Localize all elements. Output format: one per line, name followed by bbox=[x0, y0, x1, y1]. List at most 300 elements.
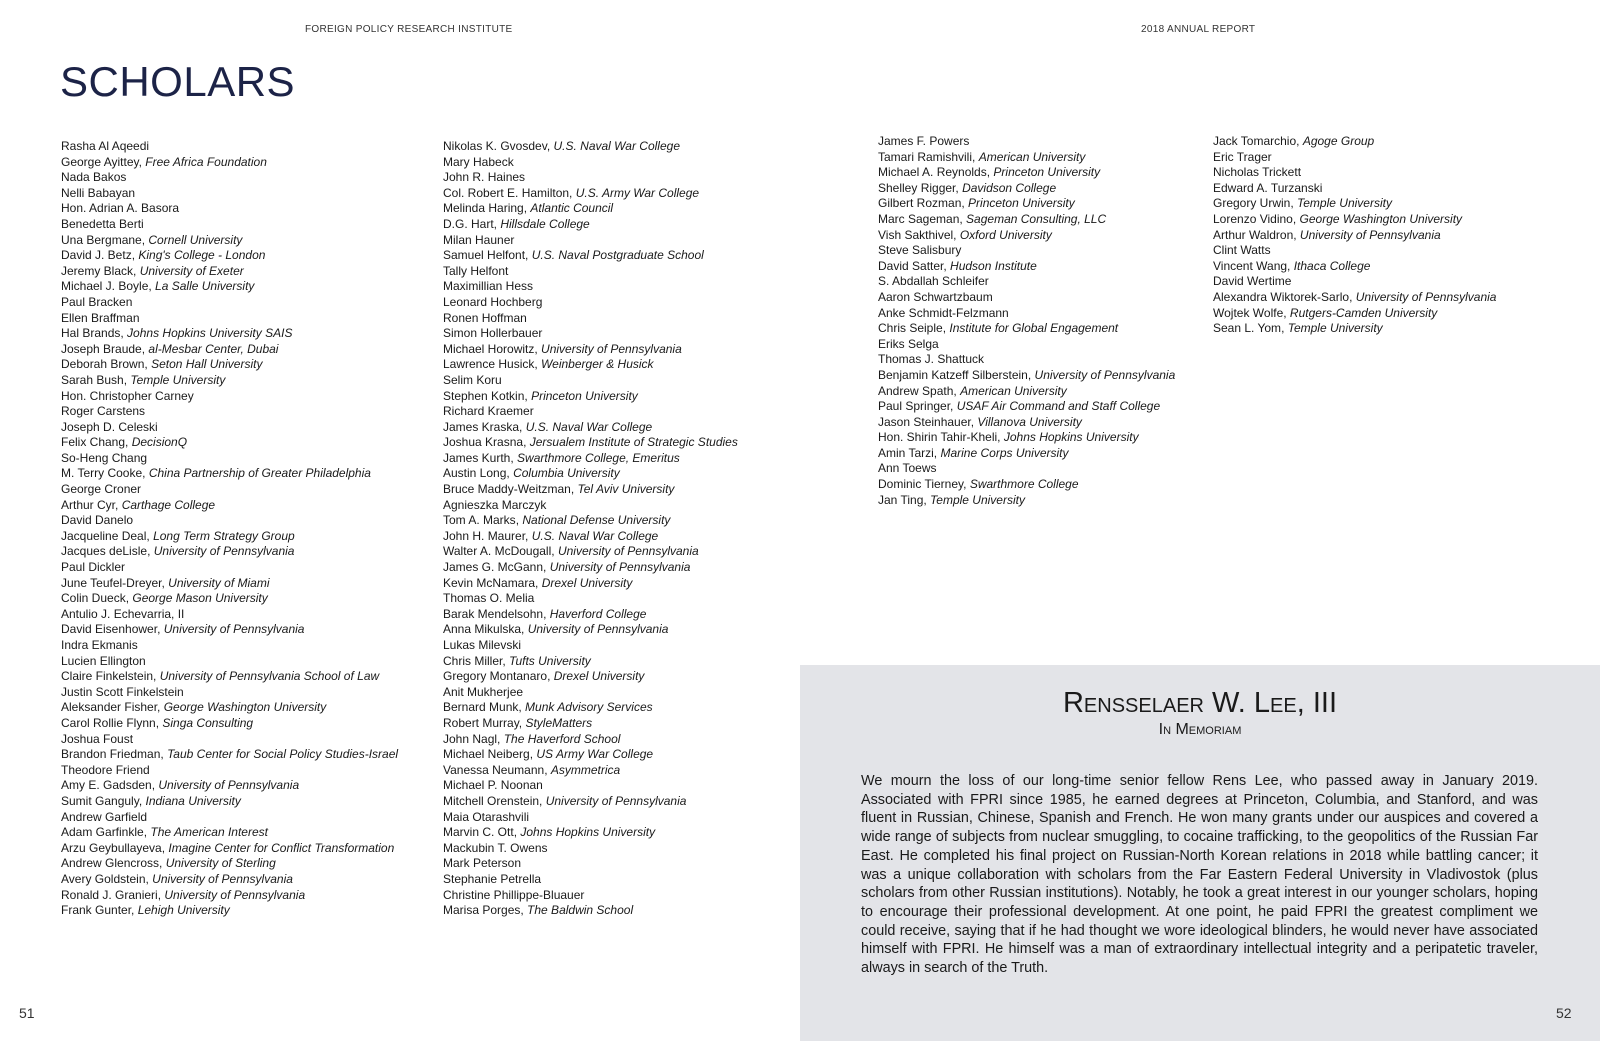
scholar-affiliation: Temple University bbox=[130, 372, 226, 387]
scholar-name: Leonard Hochberg bbox=[443, 294, 543, 309]
scholar-entry: Andrew Spath, American University bbox=[878, 383, 1067, 398]
scholar-name: Paul Bracken bbox=[61, 294, 133, 309]
scholar-name: David Eisenhower bbox=[61, 622, 158, 637]
scholar-affiliation: US Army War College bbox=[536, 747, 654, 762]
scholar-entry bbox=[878, 337, 1175, 353]
scholar-entry: Jacques deLisle, University of Pennsylvania bbox=[61, 544, 295, 559]
scholar-name: John H. Maurer bbox=[443, 528, 526, 543]
scholar-affiliation: Villanova University bbox=[977, 414, 1082, 429]
scholar-name: Paul Springer bbox=[878, 399, 951, 414]
scholar-name: James F. Powers bbox=[878, 134, 970, 148]
scholar-affiliation: National Defense University bbox=[522, 513, 671, 528]
scholar-affiliation: University of Sterling bbox=[165, 856, 276, 871]
scholar-name: Amy E. Gadsden bbox=[61, 778, 152, 793]
scholars-column-1 bbox=[61, 139, 398, 919]
scholar-entry bbox=[1213, 243, 1496, 259]
scholar-entry bbox=[878, 290, 1175, 306]
scholar-affiliation: Atlantic Council bbox=[530, 201, 614, 216]
scholar-entry bbox=[61, 201, 398, 217]
scholar-affiliation: U.S. Naval War College bbox=[525, 419, 653, 434]
scholar-name: George Croner bbox=[61, 482, 142, 497]
scholar-affiliation: Marine Corps University bbox=[940, 445, 1069, 460]
scholar-entry: John Nagl, The Haverford School bbox=[443, 731, 621, 746]
scholar-affiliation: Oxford University bbox=[959, 227, 1052, 242]
scholar-name: Alexandra Wiktorek-Sarlo bbox=[1213, 289, 1350, 304]
scholar-affiliation: Seton Hall University bbox=[151, 357, 263, 372]
scholar-name: Ellen Braffman bbox=[61, 310, 140, 325]
scholar-entry: Gregory Urwin, Temple University bbox=[1213, 196, 1392, 211]
scholar-entry: Andrew Glencross, University of Sterling bbox=[61, 856, 276, 871]
scholar-affiliation: U.S. Army War College bbox=[575, 185, 700, 200]
scholar-name: Gregory Urwin bbox=[1213, 196, 1291, 211]
scholar-name: Benjamin Katzeff Silberstein bbox=[878, 367, 1028, 382]
scholar-name: Joshua Foust bbox=[61, 731, 134, 746]
scholar-name: Joseph D. Celeski bbox=[61, 419, 158, 434]
scholar-affiliation: Munk Advisory Services bbox=[525, 700, 653, 715]
scholar-entry bbox=[443, 326, 738, 342]
scholar-entry bbox=[443, 498, 738, 514]
scholar-name: Sumit Ganguly bbox=[61, 793, 139, 808]
scholar-name: Maximillian Hess bbox=[443, 279, 534, 294]
scholar-entry: Nikolas K. Gvosdev, U.S. Naval War College bbox=[443, 139, 680, 153]
scholar-affiliation: University of Exeter bbox=[139, 263, 244, 278]
scholar-name: Sean L. Yom bbox=[1213, 321, 1282, 336]
scholar-name: Michael A. Reynolds bbox=[878, 165, 987, 180]
scholar-entry: Hon. Shirin Tahir-Kheli, Johns Hopkins University bbox=[878, 430, 1139, 445]
scholar-affiliation: University of Pennsylvania bbox=[158, 778, 300, 793]
scholar-affiliation: China Partnership of Greater Philadelphia bbox=[148, 466, 371, 481]
scholar-affiliation: American University bbox=[960, 383, 1067, 398]
scholar-name: Eriks Selga bbox=[878, 336, 939, 351]
scholar-entry bbox=[1213, 150, 1496, 166]
scholar-entry: Austin Long, Columbia University bbox=[443, 466, 620, 481]
scholar-entry: Jeremy Black, University of Exeter bbox=[61, 263, 244, 278]
scholar-name: Michael Neiberg bbox=[443, 747, 530, 762]
scholar-name: D.G. Hart bbox=[443, 216, 494, 231]
scholar-entry bbox=[443, 155, 738, 171]
scholar-entry: Chris Miller, Tufts University bbox=[443, 653, 591, 668]
scholar-affiliation: Imagine Center for Conflict Transformation bbox=[168, 840, 395, 855]
scholar-name: Selim Koru bbox=[443, 372, 502, 387]
scholar-affiliation: University of Miami bbox=[168, 575, 270, 590]
scholar-affiliation: U.S. Naval War College bbox=[553, 139, 680, 153]
scholar-name: Nada Bakos bbox=[61, 170, 127, 185]
scholar-entry: Wojtek Wolfe, Rutgers-Camden University bbox=[1213, 305, 1438, 320]
scholar-affiliation: La Salle University bbox=[155, 279, 255, 294]
scholar-entry bbox=[61, 654, 398, 670]
scholar-entry: Tamari Ramishvili, American University bbox=[878, 149, 1086, 164]
scholar-entry: Hal Brands, Johns Hopkins University SAIS bbox=[61, 326, 293, 341]
scholar-name: James Kraska bbox=[443, 419, 520, 434]
scholar-name: Bernard Munk bbox=[443, 700, 519, 715]
scholar-affiliation: George Washington University bbox=[1299, 211, 1463, 226]
scholar-name: Vincent Wang bbox=[1213, 258, 1288, 273]
scholar-affiliation: Sageman Consulting, LLC bbox=[966, 211, 1107, 226]
scholar-name: Ann Toews bbox=[878, 461, 937, 476]
scholar-affiliation: George Washington University bbox=[163, 700, 327, 715]
scholar-name: Michael Horowitz bbox=[443, 341, 535, 356]
scholar-entry: George Ayittey, Free Africa Foundation bbox=[61, 154, 267, 169]
scholar-name: Barak Mendelsohn bbox=[443, 606, 544, 621]
scholar-name: Edward A. Turzanski bbox=[1213, 180, 1323, 195]
scholar-entry: Arthur Waldron, University of Pennsylvania bbox=[1213, 227, 1441, 242]
scholar-entry bbox=[878, 352, 1175, 368]
scholar-entry bbox=[443, 591, 738, 607]
scholar-affiliation: The Haverford School bbox=[503, 731, 621, 746]
scholar-name: James Kurth bbox=[443, 450, 511, 465]
scholar-name: Theodore Friend bbox=[61, 762, 150, 777]
scholar-affiliation: Weinberger & Husick bbox=[541, 357, 654, 372]
scholar-affiliation: Indiana University bbox=[145, 793, 241, 808]
scholar-name: Hon. Christopher Carney bbox=[61, 388, 194, 403]
scholar-affiliation: The American Interest bbox=[150, 825, 268, 840]
scholar-name: Shelley Rigger bbox=[878, 180, 956, 195]
scholar-name: Amin Tarzi bbox=[878, 445, 934, 460]
scholar-name: Thomas O. Melia bbox=[443, 591, 535, 606]
scholar-affiliation: University of Pennsylvania bbox=[527, 622, 669, 637]
scholar-entry bbox=[61, 638, 398, 654]
scholar-affiliation: Johns Hopkins University bbox=[520, 825, 656, 840]
scholar-name: Jack Tomarchio bbox=[1213, 134, 1297, 148]
scholar-entry bbox=[61, 389, 398, 405]
scholar-name: Una Bergmane bbox=[61, 232, 142, 247]
scholar-name: Antulio J. Echevarria, II bbox=[61, 606, 185, 621]
scholar-affiliation: Princeton University bbox=[531, 388, 638, 403]
scholar-affiliation: U.S. Naval War College bbox=[531, 528, 659, 543]
scholar-entry: Ronald J. Granieri, University of Pennsylvania bbox=[61, 887, 306, 902]
scholar-affiliation: University of Pennsylvania bbox=[152, 871, 293, 886]
scholar-name: Paul Dickler bbox=[61, 560, 126, 575]
scholar-entry: Jacqueline Deal, Long Term Strategy Group bbox=[61, 528, 295, 543]
scholar-entry bbox=[61, 763, 398, 779]
scholar-affiliation: University of Pennsylvania bbox=[1299, 227, 1441, 242]
scholar-name: Austin Long bbox=[443, 466, 507, 481]
scholar-entry bbox=[61, 513, 398, 529]
scholar-entry: Arthur Cyr, Carthage College bbox=[61, 497, 216, 512]
scholar-entry bbox=[1213, 274, 1496, 290]
scholar-entry: Adam Garfinkle, The American Interest bbox=[61, 825, 268, 840]
scholar-entry: Michael Neiberg, US Army War College bbox=[443, 747, 654, 762]
scholar-name: S. Abdallah Schleifer bbox=[878, 274, 989, 289]
scholar-name: Stephanie Petrella bbox=[443, 871, 542, 886]
scholar-entry bbox=[443, 685, 738, 701]
scholar-entry: Sarah Bush, Temple University bbox=[61, 372, 226, 387]
scholar-entry bbox=[878, 274, 1175, 290]
scholar-entry: Mitchell Orenstein, University of Pennsylvania bbox=[443, 793, 687, 808]
scholar-name: George Ayittey bbox=[61, 154, 139, 169]
scholar-affiliation: Columbia University bbox=[513, 466, 620, 481]
scholar-name: Nikolas K. Gvosdev bbox=[443, 139, 547, 153]
scholar-name: Wojtek Wolfe bbox=[1213, 305, 1284, 320]
scholar-affiliation: King's College - London bbox=[138, 248, 266, 263]
scholar-name: Maia Otarashvili bbox=[443, 809, 530, 824]
scholar-name: Tom A. Marks bbox=[443, 513, 516, 528]
scholar-name: Hon. Adrian A. Basora bbox=[61, 201, 180, 216]
scholar-entry: M. Terry Cooke, China Partnership of Greater Philadelphia bbox=[61, 466, 371, 481]
scholar-affiliation: Hillsdale College bbox=[500, 216, 590, 231]
scholar-name: Col. Robert E. Hamilton bbox=[443, 185, 570, 200]
scholar-name: Clint Watts bbox=[1213, 243, 1271, 258]
scholar-name: Agnieszka Marczyk bbox=[443, 497, 547, 512]
scholar-name: Jason Steinhauer bbox=[878, 414, 971, 429]
scholar-name: Jacques deLisle bbox=[61, 544, 148, 559]
scholar-affiliation: USAF Air Command and Staff College bbox=[956, 399, 1161, 414]
scholar-entry: Marvin C. Ott, Johns Hopkins University bbox=[443, 825, 656, 840]
scholar-affiliation: Princeton University bbox=[993, 165, 1101, 180]
scholar-name: Arzu Geybullayeva bbox=[61, 840, 162, 855]
scholar-entry: Frank Gunter, Lehigh University bbox=[61, 903, 230, 918]
scholar-entry bbox=[443, 841, 738, 857]
scholar-entry: Shelley Rigger, Davidson College bbox=[878, 180, 1057, 195]
scholar-entry bbox=[61, 311, 398, 327]
scholar-entry bbox=[61, 810, 398, 826]
scholar-affiliation: University of Pennsylvania bbox=[1355, 289, 1497, 304]
scholar-affiliation: Asymmetrica bbox=[550, 762, 621, 777]
scholar-entry bbox=[443, 295, 738, 311]
scholar-affiliation: DecisionQ bbox=[131, 435, 188, 450]
scholar-name: Mary Habeck bbox=[443, 154, 514, 169]
scholar-name: Joseph Braude bbox=[61, 341, 142, 356]
scholar-name: Nelli Babayan bbox=[61, 185, 136, 200]
scholar-entry bbox=[878, 243, 1175, 259]
scholar-entry bbox=[443, 264, 738, 280]
scholar-name: Walter A. McDougall bbox=[443, 544, 552, 559]
scholar-entry: Colin Dueck, George Mason University bbox=[61, 591, 268, 606]
scholar-affiliation: Institute for Global Engagement bbox=[949, 321, 1119, 336]
scholar-name: Jan Ting bbox=[878, 492, 924, 507]
scholar-entry: Col. Robert E. Hamilton, U.S. Army War College bbox=[443, 185, 700, 200]
scholar-affiliation: University of Pennsylvania bbox=[164, 887, 306, 902]
scholar-entry: David Satter, Hudson Institute bbox=[878, 258, 1037, 273]
scholar-name: Nicholas Trickett bbox=[1213, 165, 1302, 180]
scholar-affiliation: Lehigh University bbox=[137, 903, 230, 918]
scholar-affiliation: U.S. Naval Postgraduate School bbox=[531, 248, 704, 263]
scholar-entry: June Teufel-Dreyer, University of Miami bbox=[61, 575, 270, 590]
scholar-entry bbox=[61, 560, 398, 576]
scholar-name: Justin Scott Finkelstein bbox=[61, 684, 184, 699]
scholar-name: Steve Salisbury bbox=[878, 243, 962, 258]
scholar-name: David J. Betz bbox=[61, 248, 132, 263]
scholar-entry bbox=[1213, 181, 1496, 197]
scholar-name: Eric Trager bbox=[1213, 149, 1272, 164]
scholar-name: Gilbert Rozman bbox=[878, 196, 962, 211]
scholar-entry: James G. McGann, University of Pennsylvania bbox=[443, 560, 691, 575]
scholar-entry: David J. Betz, King's College - London bbox=[61, 248, 266, 263]
scholar-entry: D.G. Hart, Hillsdale College bbox=[443, 216, 590, 231]
scholar-name: Brandon Friedman bbox=[61, 747, 161, 762]
scholar-entry: Benjamin Katzeff Silberstein, University of Pennsylvania bbox=[878, 367, 1176, 382]
scholar-name: Marvin C. Ott bbox=[443, 825, 514, 840]
page-number-right: 52 bbox=[1556, 1005, 1572, 1021]
scholar-name: James G. McGann bbox=[443, 560, 544, 575]
scholar-name: Ronald J. Granieri bbox=[61, 887, 158, 902]
scholar-name: Ronen Hoffman bbox=[443, 310, 527, 325]
scholar-name: Michael P. Noonan bbox=[443, 778, 543, 793]
scholar-name: Dominic Tierney bbox=[878, 477, 964, 492]
scholar-name: Mitchell Orenstein bbox=[443, 793, 540, 808]
scholar-affiliation: The Baldwin School bbox=[527, 903, 634, 918]
scholar-entry: Melinda Haring, Atlantic Council bbox=[443, 201, 614, 216]
memoriam-panel bbox=[800, 665, 1600, 1041]
scholar-affiliation: Davidson College bbox=[962, 180, 1057, 195]
scholar-entry: Marisa Porges, The Baldwin School bbox=[443, 903, 634, 918]
scholar-entry: Joseph Braude, al-Mesbar Center, Dubai bbox=[61, 341, 279, 356]
scholar-entry bbox=[443, 638, 738, 654]
scholar-entry: Anna Mikulska, University of Pennsylvania bbox=[443, 622, 669, 637]
scholar-name: Avery Goldstein bbox=[61, 871, 146, 886]
scholar-name: Aleksander Fisher bbox=[61, 700, 158, 715]
scholar-affiliation: George Mason University bbox=[132, 591, 268, 606]
scholar-entry: Amy E. Gadsden, University of Pennsylvania bbox=[61, 778, 300, 793]
scholar-entry bbox=[878, 134, 1175, 150]
scholar-entry bbox=[443, 888, 738, 904]
scholar-entry bbox=[61, 404, 398, 420]
scholar-affiliation: Long Term Strategy Group bbox=[153, 528, 295, 543]
scholar-entry: Bernard Munk, Munk Advisory Services bbox=[443, 700, 653, 715]
scholar-entry: Bruce Maddy-Weitzman, Tel Aviv University bbox=[443, 482, 675, 497]
scholar-affiliation: Swarthmore College bbox=[969, 477, 1079, 492]
scholar-name: June Teufel-Dreyer bbox=[61, 575, 162, 590]
scholar-affiliation: University of Pennsylvania bbox=[545, 793, 687, 808]
scholar-entry: Vanessa Neumann, Asymmetrica bbox=[443, 762, 621, 777]
scholar-affiliation: Rutgers-Camden University bbox=[1289, 305, 1438, 320]
header-institute: FOREIGN POLICY RESEARCH INSTITUTE bbox=[305, 24, 513, 35]
scholar-entry bbox=[61, 295, 398, 311]
scholar-affiliation: Carthage College bbox=[121, 497, 216, 512]
scholar-affiliation: Tel Aviv University bbox=[577, 482, 675, 497]
scholar-entry: Marc Sageman, Sageman Consulting, LLC bbox=[878, 211, 1107, 226]
scholar-affiliation: University of Pennsylvania bbox=[163, 622, 305, 637]
scholar-name: John R. Haines bbox=[443, 170, 526, 185]
memoriam-text: We mourn the loss of our long-time senior fellow Rens Lee, who passed away in January 2019. Associated with FPRI since 1985, he earned degrees at Princeton, Columbia, and Stanford, and was fluent in Russian, Chinese, Spanish and French. He won many grants under our auspices and covered a wide range of subjects from nuclear smuggling, to cocaine trafficking, to the geopolitics of the Russian Far East. He completed his final project on Russian-North Korean relations in 2018 while battling cancer; it was a unique collaboration with scholars from the Far Eastern Federal University in Vladivostok (plus scholars from other Russian institutions). Notably, he took a great interest in our younger scholars, hoping to encourage their professional development. At one point, he paid FPRI the greatest compliment we could receive, saying that if he had thought we wore ideological blinders, he would never have associated himself with FPRI. He himself was a man of extraordinary intellectual integrity and a peripatetic traveler, always in search of the Truth. bbox=[861, 773, 1538, 977]
scholar-entry: James Kraska, U.S. Naval War College bbox=[443, 419, 653, 434]
scholar-affiliation: American University bbox=[978, 149, 1086, 164]
scholar-entry: Gilbert Rozman, Princeton University bbox=[878, 196, 1075, 211]
scholars-column-2 bbox=[443, 139, 738, 919]
scholar-entry: Carol Rollie Flynn, Singa Consulting bbox=[61, 715, 254, 730]
scholar-name: Frank Gunter bbox=[61, 903, 132, 918]
scholar-entry: Gregory Montanaro, Drexel University bbox=[443, 669, 645, 684]
scholar-affiliation: Taub Center for Social Policy Studies-Israel bbox=[167, 747, 399, 762]
scholar-name: Milan Hauner bbox=[443, 232, 515, 247]
scholar-entry bbox=[61, 186, 398, 202]
scholar-entry: Michael Horowitz, University of Pennsylvania bbox=[443, 341, 682, 356]
scholar-affiliation: University of Pennsylvania bbox=[1034, 367, 1176, 382]
scholar-affiliation: Jersualem Institute of Strategic Studies bbox=[529, 435, 738, 450]
scholars-column-3 bbox=[878, 134, 1175, 508]
scholar-affiliation: Ithaca College bbox=[1293, 258, 1371, 273]
scholar-entry bbox=[443, 373, 738, 389]
scholar-name: Felix Chang bbox=[61, 435, 126, 450]
memoriam-subtitle: In Memoriam bbox=[1158, 721, 1242, 738]
scholar-affiliation: al-Mesbar Center, Dubai bbox=[148, 341, 279, 356]
scholar-entry bbox=[443, 233, 738, 249]
scholar-entry bbox=[878, 461, 1175, 477]
scholar-entry: Jack Tomarchio, Agoge Group bbox=[1213, 134, 1375, 148]
scholar-name: Chris Seiple bbox=[878, 321, 943, 336]
scholar-entry: Sean L. Yom, Temple University bbox=[1213, 321, 1383, 336]
scholar-name: Tamari Ramishvili bbox=[878, 149, 973, 164]
scholar-name: Chris Miller bbox=[443, 653, 503, 668]
scholar-name: Mark Peterson bbox=[443, 856, 522, 871]
scholar-entry: Deborah Brown, Seton Hall University bbox=[61, 357, 263, 372]
scholar-name: Tally Helfont bbox=[443, 263, 509, 278]
scholar-entry bbox=[443, 279, 738, 295]
scholar-entry: James Kurth, Swarthmore College, Emeritus bbox=[443, 450, 680, 465]
scholar-entry: Sumit Ganguly, Indiana University bbox=[61, 793, 241, 808]
header-report: 2018 ANNUAL REPORT bbox=[1141, 24, 1256, 35]
scholar-name: Hon. Shirin Tahir-Kheli bbox=[878, 430, 998, 445]
scholar-name: Claire Finkelstein bbox=[61, 669, 154, 684]
scholar-entry bbox=[443, 404, 738, 420]
scholar-name: Marc Sageman bbox=[878, 211, 960, 226]
scholar-name: Joshua Krasna bbox=[443, 435, 524, 450]
scholar-affiliation: Hudson Institute bbox=[950, 258, 1037, 273]
scholar-entry: Michael A. Reynolds, Princeton University bbox=[878, 165, 1101, 180]
scholar-entry: Brandon Friedman, Taub Center for Social Policy Studies-Israel bbox=[61, 747, 399, 762]
scholar-entry: Samuel Helfont, U.S. Naval Postgraduate School bbox=[443, 248, 704, 263]
scholar-entry: Felix Chang, DecisionQ bbox=[61, 435, 188, 450]
scholar-name: David Satter bbox=[878, 258, 944, 273]
scholar-entry bbox=[443, 856, 738, 872]
scholar-name: Anke Schmidt-Felzmann bbox=[878, 305, 1009, 320]
scholar-name: Jacqueline Deal bbox=[61, 528, 147, 543]
scholar-entry bbox=[61, 139, 398, 155]
scholar-name: Robert Murray bbox=[443, 715, 519, 730]
scholar-entry bbox=[443, 170, 738, 186]
scholar-affiliation: Haverford College bbox=[549, 606, 647, 621]
scholar-entry: Lawrence Husick, Weinberger & Husick bbox=[443, 357, 654, 372]
scholar-name: Aaron Schwartzbaum bbox=[878, 289, 993, 304]
scholar-entry: Barak Mendelsohn, Haverford College bbox=[443, 606, 647, 621]
scholar-entry: Joshua Krasna, Jersualem Institute of Strategic Studies bbox=[443, 435, 738, 450]
scholar-entry bbox=[61, 420, 398, 436]
scholar-entry: Michael J. Boyle, La Salle University bbox=[61, 279, 255, 294]
scholar-entry: Aleksander Fisher, George Washington University bbox=[61, 700, 327, 715]
scholar-name: Anna Mikulska bbox=[443, 622, 522, 637]
scholar-name: Arthur Cyr bbox=[61, 497, 116, 512]
scholar-entry: Claire Finkelstein, University of Pennsylvania School of Law bbox=[61, 669, 380, 684]
scholar-affiliation: Temple University bbox=[930, 492, 1025, 507]
scholar-entry: Alexandra Wiktorek-Sarlo, University of Pennsylvania bbox=[1213, 289, 1497, 304]
scholar-entry bbox=[61, 217, 398, 233]
scholar-name: Melinda Haring bbox=[443, 201, 524, 216]
scholar-entry: David Eisenhower, University of Pennsylvania bbox=[61, 622, 305, 637]
scholar-affiliation: Tufts University bbox=[509, 653, 591, 668]
scholar-entry: Jan Ting, Temple University bbox=[878, 492, 1025, 507]
scholar-name: Michael J. Boyle bbox=[61, 279, 149, 294]
scholar-entry bbox=[878, 306, 1175, 322]
scholar-name: Carol Rollie Flynn bbox=[61, 715, 156, 730]
scholar-name: John Nagl bbox=[443, 731, 498, 746]
scholar-name: Lawrence Husick bbox=[443, 357, 535, 372]
scholar-name: Andrew Glencross bbox=[61, 856, 160, 871]
scholar-name: Marisa Porges bbox=[443, 903, 521, 918]
scholar-entry bbox=[61, 170, 398, 186]
scholar-affiliation: Princeton University bbox=[968, 196, 1075, 211]
scholar-entry: Vish Sakthivel, Oxford University bbox=[878, 227, 1052, 242]
scholar-name: Christine Phillippe-Bluauer bbox=[443, 887, 585, 902]
scholar-affiliation: StyleMatters bbox=[525, 715, 593, 730]
scholar-name: David Wertime bbox=[1213, 274, 1292, 289]
scholar-entry: Chris Seiple, Institute for Global Engagement bbox=[878, 321, 1119, 336]
scholar-entry: Avery Goldstein, University of Pennsylvania bbox=[61, 871, 293, 886]
scholar-entry: Vincent Wang, Ithaca College bbox=[1213, 258, 1371, 273]
scholar-entry bbox=[61, 451, 398, 467]
scholar-name: Jeremy Black bbox=[61, 263, 134, 278]
scholar-entry: Stephen Kotkin, Princeton University bbox=[443, 388, 638, 403]
scholar-affiliation: Johns Hopkins University bbox=[1003, 430, 1139, 445]
